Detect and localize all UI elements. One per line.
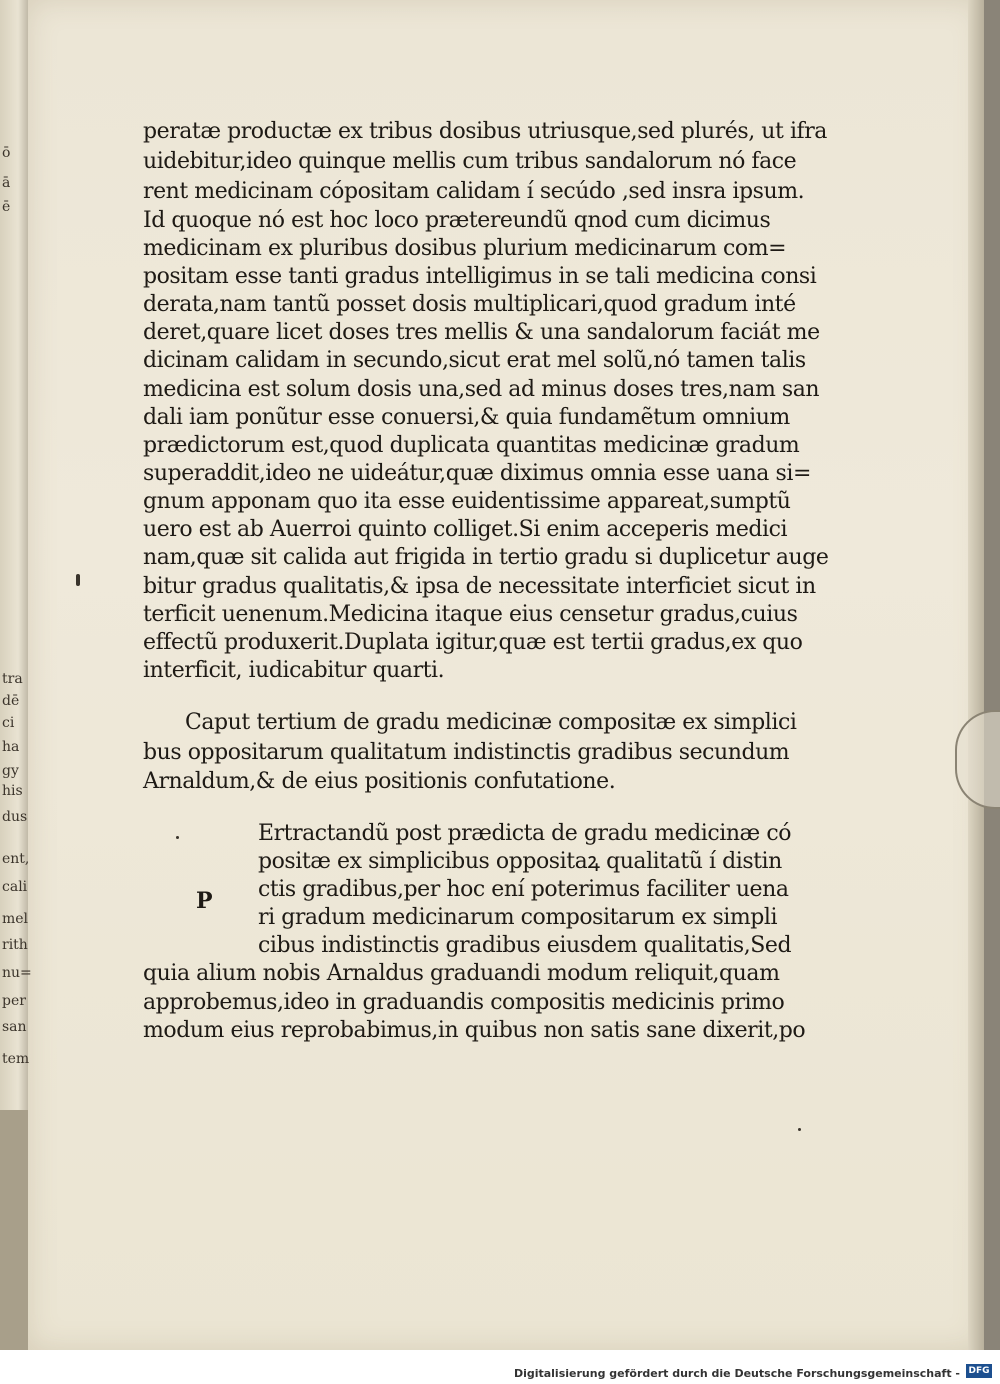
text-line: medicina est solum dosis una,sed ad minus doses tres,nam san xyxy=(143,377,820,402)
text-line: ri gradum medicinarum compositarum ex simpli xyxy=(258,905,778,930)
text-line: dicinam calidam in secundo,sicut erat mel solũ,nó tamen talis xyxy=(143,348,806,373)
text-line: effectũ produxerit.Duplata igitur,quæ est tertii gradus,ex quo xyxy=(143,630,803,655)
margin-fragment: mel xyxy=(2,911,29,927)
text-line: uero est ab Auerroi quinto colliget.Si enim acceperis medici xyxy=(143,517,788,542)
margin-fragment: per xyxy=(2,993,26,1009)
margin-fragment: tra xyxy=(2,671,23,687)
margin-fragment: san xyxy=(2,1019,27,1035)
text-line: deret,quare licet doses tres mellis & una sandalorum faciát me xyxy=(143,320,820,345)
text-line: medicinam ex pluribus dosibus plurium medicinarum com= xyxy=(143,236,787,261)
text-line: nam,quæ sit calida aut frigida in tertio gradu si duplicetur auge xyxy=(143,545,829,570)
page-right-edge xyxy=(968,0,984,1350)
heading-line: Caput tertium de gradu medicinæ compositæ ex simplici xyxy=(185,710,797,735)
text-line: modum eius reprobabimus,in quibus non satis sane dixerit,po xyxy=(143,1018,806,1043)
text-line: approbemus,ideo in graduandis compositis medicinis primo xyxy=(143,990,785,1015)
margin-fragment: nu= xyxy=(2,965,32,981)
text-line: rent medicinam cópositam calidam í secúdo ,sed insra ipsum. xyxy=(143,179,805,204)
margin-fragment: dē xyxy=(2,693,20,709)
margin-fragment: ā xyxy=(2,175,11,191)
text-line: gnum apponam quo ita esse euidentissime appareat,sumptũ xyxy=(143,489,791,514)
text-line: positam esse tanti gradus intelligimus in se tali medicina consi xyxy=(143,264,817,289)
text-line: Ertractandũ post prædicta de gradu medicinæ có xyxy=(258,821,791,846)
margin-fragment: ent, xyxy=(2,851,30,867)
margin-fragment: tem xyxy=(2,1051,30,1067)
text-line: bitur gradus qualitatis,& ipsa de necessitate interficiet sicut in xyxy=(143,574,816,599)
text-line: peratæ productæ ex tribus dosibus utriusque,sed plurés, ut ifra xyxy=(143,119,827,144)
text-line: interficit, iudicabitur quarti. xyxy=(143,658,445,683)
margin-fragment: dus xyxy=(2,809,28,825)
text-line: uidebitur,ideo quinque mellis cum tribus sandalorum nó face xyxy=(143,149,797,174)
heading-line: Arnaldum,& de eius positionis confutatione. xyxy=(143,769,616,794)
footer-credit: Digitalisierung gefördert durch die Deutsche Forschungsgemeinschaft - xyxy=(513,1367,960,1380)
heading-line: bus oppositarum qualitatum indistinctis gradibus secundum xyxy=(143,740,790,765)
margin-fragment: rith xyxy=(2,937,28,953)
text-line: cibus indistinctis gradibus eiusdem qualitatis,Sed xyxy=(258,933,792,958)
print-mark xyxy=(798,1128,801,1131)
margin-fragment: ha xyxy=(2,739,20,755)
text-line: quia alium nobis Arnaldus graduandi modum reliquit,quam xyxy=(143,961,780,986)
margin-fragment: ō xyxy=(2,145,11,161)
margin-fragment: cali xyxy=(2,879,28,895)
margin-fragment: gy xyxy=(2,763,19,779)
print-mark xyxy=(176,836,179,839)
initial-letter-guide: P xyxy=(196,888,213,914)
text-line: derata,nam tantũ posset dosis multiplicari,quod gradum inté xyxy=(143,292,796,317)
margin-fragment: ci xyxy=(2,715,15,731)
text-line: ctis gradibus,per hoc ení poterimus faciliter uena xyxy=(258,877,789,902)
text-line: superaddit,ideo ne uideátur,quæ diximus omnia esse uana si= xyxy=(143,461,811,486)
margin-fragment: his xyxy=(2,783,23,799)
text-line: Id quoque nó est hoc loco prætereundũ qnod cum dicimus xyxy=(143,208,771,233)
text-line: terficit uenenum.Medicina itaque eius censetur gradus,cuius xyxy=(143,602,798,627)
text-line: positæ ex simplicibus oppositaꝝ qualitatũ í distin xyxy=(258,849,782,874)
dfg-logo: DFG xyxy=(966,1364,992,1378)
text-line: dali iam ponũtur esse conuersi,& quia fundamẽtum omnium xyxy=(143,405,790,430)
print-mark xyxy=(76,574,80,586)
text-line: prædictorum est,quod duplicata quantitas medicinæ gradum xyxy=(143,433,800,458)
margin-fragment: ē xyxy=(2,199,11,215)
